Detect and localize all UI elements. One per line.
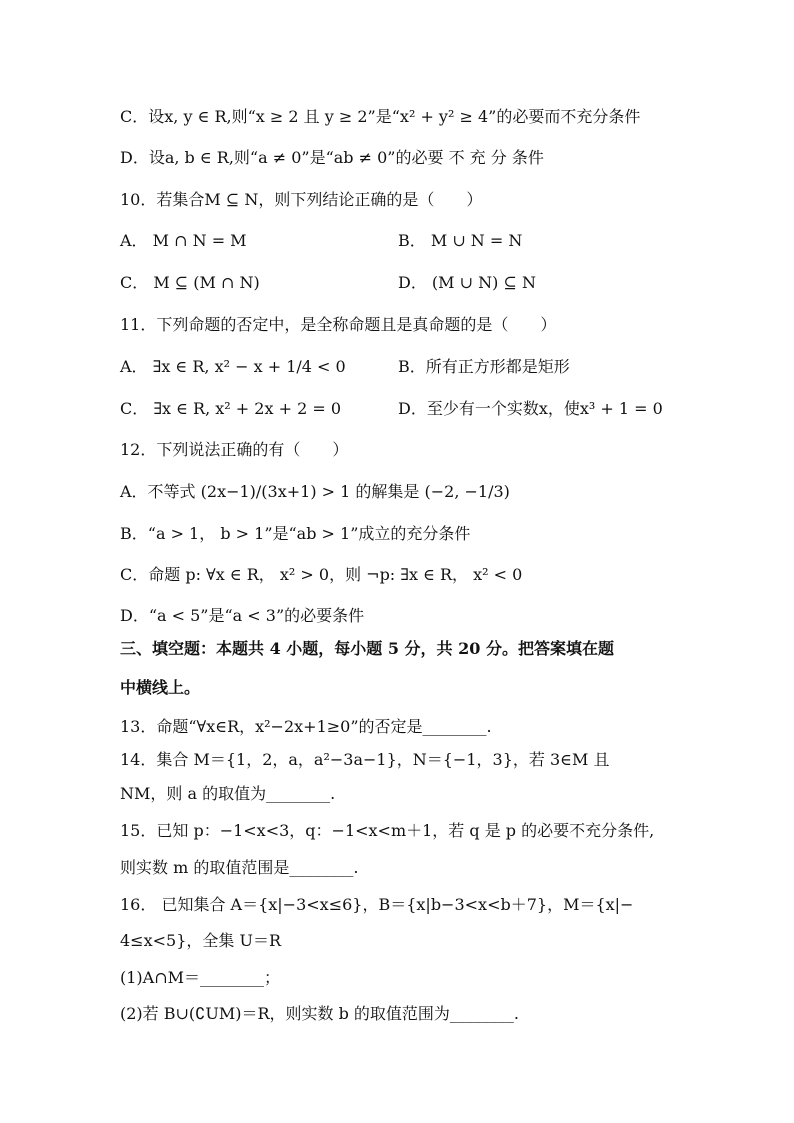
question-9-option-d: D．设a, b ∈ R,则“a ≠ 0”是“ab ≠ 0”的必要 不 充 分 条件 (120, 148, 544, 167)
question-16-part-1: (1)A∩M＝________； (120, 968, 281, 987)
question-10-option-a: A． M ∩ N = M (120, 231, 247, 250)
question-13: 13．命题“∀x∈R，x²−2x+1≥0”的否定是________. (120, 717, 492, 736)
question-12-option-b: B．“a > 1， b > 1”是“ab > 1”成立的充分条件 (120, 524, 471, 543)
question-15-line-2: 则实数 m 的取值范围是________. (120, 858, 359, 877)
question-15-line-1: 15．已知 p：−1<x<3，q：−1<x<m＋1，若 q 是 p 的必要不充分条件, (120, 821, 655, 840)
question-16-line-1: 16． 已知集合 A＝{x|−3<x≤6}，B＝{x|b−3<x<b＋7}，M＝{x|− (120, 895, 634, 914)
question-9-option-c: C．设x, y ∈ R,则“x ≥ 2 且 y ≥ 2”是“x² + y² ≥ 4”的必要而不充分条件 (120, 107, 641, 126)
section-3-heading-line-1: 三、填空题：本题共 4 小题，每小题 5 分，共 20 分。把答案填在题 (120, 639, 614, 658)
question-16-line-2: 4≤x<5}，全集 U＝R (120, 931, 281, 950)
question-10-option-d: D． (M ∪ N) ⊆ N (398, 273, 536, 292)
question-10-option-b: B． M ∪ N = N (398, 231, 523, 250)
question-10-stem: 10．若集合M ⊆ N，则下列结论正确的是（ ） (120, 190, 483, 209)
question-11-option-c: C． ∃x ∈ R, x² + 2x + 2 = 0 (120, 399, 342, 418)
question-14-line-2: NM，则 a 的取值为________. (120, 784, 336, 803)
question-12-option-d: D．“a < 5”是“a < 3”的必要条件 (120, 606, 365, 625)
question-11-option-a: A． ∃x ∈ R, x² − x + 1/4 < 0 (120, 357, 346, 376)
question-12-option-c: C．命题 p: ∀x ∈ R， x² > 0，则 ¬p: ∃x ∈ R， x² < 0 (120, 565, 523, 584)
question-11-option-d: D．至少有一个实数x，使x³ + 1 = 0 (398, 399, 663, 418)
question-12-stem: 12．下列说法正确的有（ ） (120, 440, 349, 459)
question-11-option-b: B．所有正方形都是矩形 (398, 357, 570, 376)
section-3-heading-line-2: 中横线上。 (120, 678, 201, 697)
question-12-option-a: A．不等式 (2x−1)/(3x+1) > 1 的解集是 (−2, −1/3) (120, 482, 510, 501)
question-14-line-1: 14．集合 M＝{1，2，a，a²−3a−1}，N＝{−1，3}，若 3∈M 且 (120, 750, 610, 769)
question-11-stem: 11．下列命题的否定中，是全称命题且是真命题的是（ ） (120, 315, 557, 334)
question-16-part-2: (2)若 B∪(∁UM)＝R，则实数 b 的取值范围为________. (120, 1004, 519, 1023)
question-10-option-c: C． M ⊆ (M ∩ N) (120, 273, 260, 292)
